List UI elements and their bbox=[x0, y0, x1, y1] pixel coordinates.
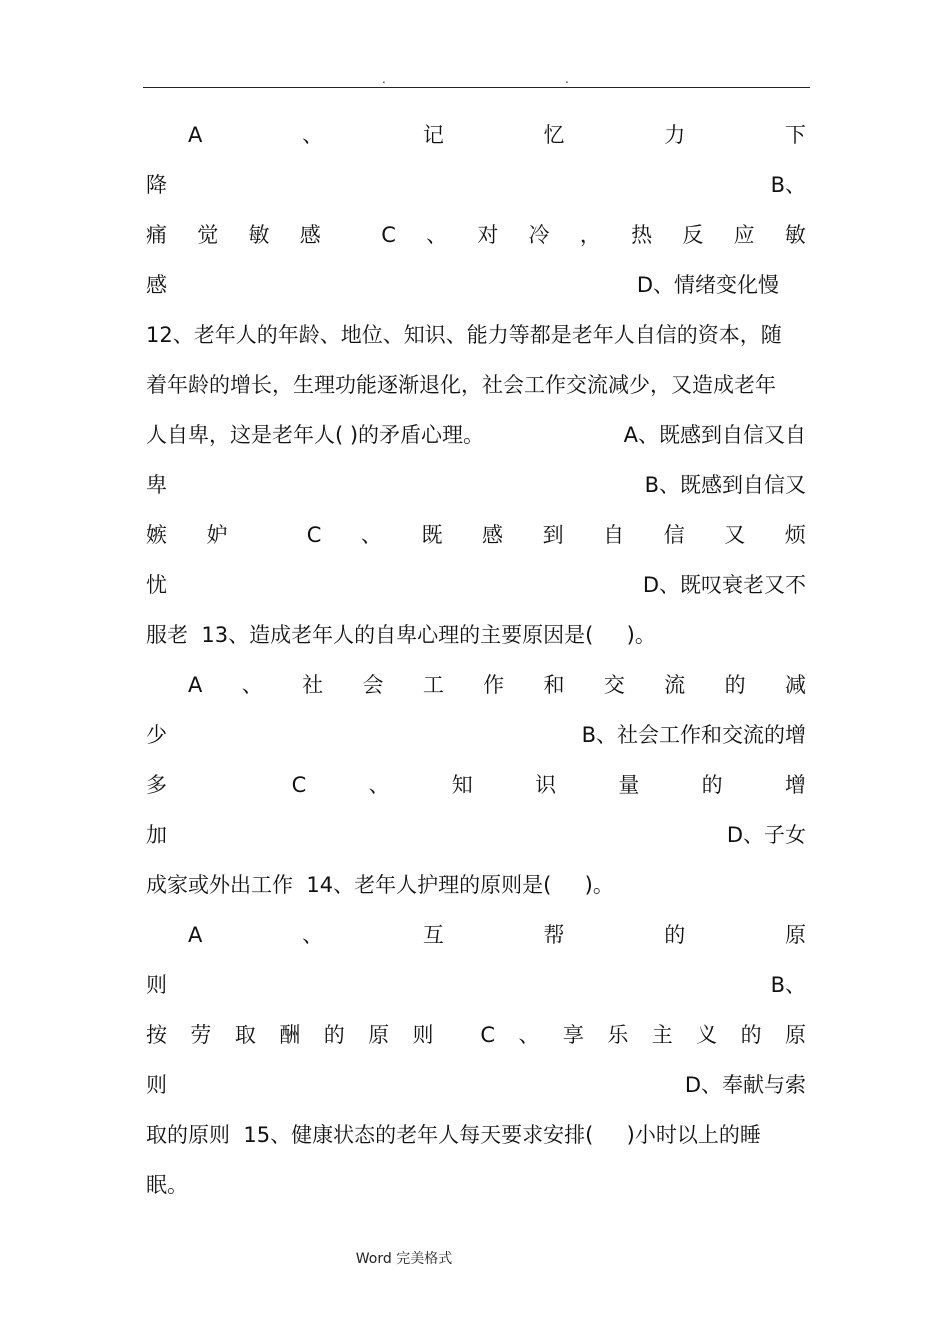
text-segment: 、 bbox=[241, 673, 263, 697]
text-segment: 多 bbox=[146, 773, 167, 797]
option-line bbox=[146, 720, 806, 750]
question-line bbox=[146, 620, 806, 650]
text-segment: 人自卑，这是老年人( )的矛盾心理。 bbox=[146, 423, 485, 447]
text-segment: 觉 bbox=[197, 223, 219, 247]
text-segment: 12、老年人的年龄、地位、知识、能力等都是老年人自信的资本，随 bbox=[146, 323, 782, 347]
text-segment: 对 bbox=[477, 223, 499, 247]
text-segment: 的 bbox=[701, 773, 723, 797]
text-segment: 降 bbox=[146, 173, 167, 197]
header-dot-left: . bbox=[382, 72, 386, 86]
text-segment: 自 bbox=[603, 523, 625, 547]
text-segment: 反 bbox=[682, 223, 704, 247]
text-segment: 忆 bbox=[543, 123, 565, 147]
question-line bbox=[146, 420, 806, 450]
text-segment: 乐 bbox=[607, 1023, 629, 1047]
text-segment: 原 bbox=[368, 1023, 390, 1047]
text-segment: C bbox=[291, 773, 307, 797]
text-segment: C bbox=[306, 523, 322, 547]
text-segment: 烦 bbox=[784, 523, 806, 547]
option-line bbox=[188, 120, 806, 150]
text-segment: 感 bbox=[146, 273, 167, 297]
text-segment: 则 bbox=[146, 1073, 167, 1097]
text-segment: B、社会工作和交流的增 bbox=[581, 723, 806, 747]
text-segment: 按 bbox=[146, 1023, 167, 1047]
text-segment: D、情绪变化慢 bbox=[636, 273, 779, 297]
text-segment: B、既感到自信又 bbox=[644, 473, 806, 497]
text-segment: 服老 13、造成老年人的自卑心理的主要原因是( )。 bbox=[146, 623, 656, 647]
text-segment: 量 bbox=[618, 773, 640, 797]
text-segment: 主 bbox=[651, 1023, 673, 1047]
question-line bbox=[146, 1120, 806, 1150]
text-segment: 卑 bbox=[146, 473, 167, 497]
option-line bbox=[188, 920, 806, 950]
text-segment: 信 bbox=[663, 523, 685, 547]
text-segment: 到 bbox=[542, 523, 564, 547]
text-segment: 眠。 bbox=[146, 1173, 188, 1197]
text-segment: 成家或外出工作 14、老年人护理的原则是( )。 bbox=[146, 873, 614, 897]
text-segment: 互 bbox=[422, 923, 444, 947]
text-segment: D、子女 bbox=[726, 823, 806, 847]
option-line bbox=[146, 220, 806, 250]
text-segment: 又 bbox=[724, 523, 746, 547]
text-segment: D、奉献与索 bbox=[684, 1073, 806, 1097]
text-segment: 敏 bbox=[248, 223, 270, 247]
text-segment: C bbox=[381, 223, 396, 247]
text-segment: C bbox=[480, 1023, 496, 1047]
text-segment: B、 bbox=[770, 973, 806, 997]
text-segment: 、 bbox=[426, 223, 448, 247]
text-segment: 、 bbox=[368, 773, 390, 797]
text-segment: 增 bbox=[784, 773, 806, 797]
text-segment: 嫉 bbox=[146, 523, 167, 547]
text-segment: 识 bbox=[535, 773, 557, 797]
text-segment: 则 bbox=[146, 973, 167, 997]
text-segment: 热 bbox=[631, 223, 653, 247]
text-segment: 的 bbox=[323, 1023, 345, 1047]
text-segment: 少 bbox=[146, 723, 167, 747]
option-line bbox=[146, 1070, 806, 1100]
text-segment: 的 bbox=[724, 673, 746, 697]
option-line bbox=[188, 670, 806, 700]
text-segment: 应 bbox=[733, 223, 755, 247]
header-dot-right: . bbox=[565, 72, 569, 86]
text-segment: A bbox=[188, 123, 203, 147]
text-segment: A、既感到自信又自 bbox=[623, 423, 806, 447]
header-rule bbox=[143, 87, 810, 88]
text-segment: 交 bbox=[603, 673, 625, 697]
text-segment: 冷 bbox=[528, 223, 550, 247]
question-line bbox=[146, 1170, 806, 1200]
text-segment: 知 bbox=[451, 773, 473, 797]
text-segment: 原 bbox=[785, 1023, 806, 1047]
text-segment: 着年龄的增长，生理功能逐渐退化，社会工作交流减少，又造成老年 bbox=[146, 373, 776, 397]
text-segment: 加 bbox=[146, 823, 167, 847]
text-segment: 帮 bbox=[543, 923, 565, 947]
text-segment: 会 bbox=[362, 673, 384, 697]
text-segment: 取的原则 15、健康状态的老年人每天要求安排( )小时以上的睡 bbox=[146, 1123, 761, 1147]
text-segment: 和 bbox=[543, 673, 565, 697]
text-segment: 酬 bbox=[279, 1023, 301, 1047]
text-segment: 既 bbox=[421, 523, 443, 547]
text-segment: 、 bbox=[302, 123, 324, 147]
text-segment: 、 bbox=[302, 923, 324, 947]
text-segment: 流 bbox=[664, 673, 686, 697]
text-segment: 取 bbox=[234, 1023, 256, 1047]
text-segment: 社 bbox=[302, 673, 324, 697]
text-segment: 工 bbox=[422, 673, 444, 697]
question-line bbox=[146, 870, 806, 900]
text-segment: 下 bbox=[784, 123, 806, 147]
option-line bbox=[146, 270, 806, 300]
option-line bbox=[146, 1020, 806, 1050]
text-segment: 享 bbox=[562, 1023, 584, 1047]
text-segment: 原 bbox=[784, 923, 806, 947]
text-segment: A bbox=[188, 673, 203, 697]
option-line bbox=[146, 820, 806, 850]
text-segment: A bbox=[188, 923, 203, 947]
text-segment: 的 bbox=[664, 923, 686, 947]
question-line bbox=[146, 320, 806, 350]
text-segment: B、 bbox=[770, 173, 806, 197]
text-segment: 义 bbox=[696, 1023, 718, 1047]
page-footer: Word 完美格式 bbox=[355, 1251, 453, 1267]
text-segment: 劳 bbox=[190, 1023, 212, 1047]
text-segment: 感 bbox=[482, 523, 504, 547]
question-line bbox=[146, 370, 806, 400]
text-segment: 力 bbox=[664, 123, 686, 147]
text-segment: 则 bbox=[412, 1023, 434, 1047]
text-segment: 妒 bbox=[206, 523, 228, 547]
text-segment: 感 bbox=[299, 223, 321, 247]
option-line bbox=[146, 470, 806, 500]
text-segment: 的 bbox=[740, 1023, 762, 1047]
text-segment: D、既叹衰老又不 bbox=[642, 573, 806, 597]
text-segment: 、 bbox=[360, 523, 382, 547]
option-line bbox=[146, 520, 806, 550]
option-line bbox=[146, 570, 806, 600]
text-segment: 、 bbox=[518, 1023, 540, 1047]
text-segment: 敏 bbox=[784, 223, 806, 247]
text-segment: 作 bbox=[483, 673, 505, 697]
text-segment: 痛 bbox=[146, 223, 167, 247]
option-line bbox=[146, 970, 806, 1000]
text-segment: 减 bbox=[784, 673, 806, 697]
text-segment: 忧 bbox=[146, 573, 167, 597]
option-line bbox=[146, 770, 806, 800]
text-segment: ， bbox=[579, 223, 601, 247]
text-segment: 记 bbox=[422, 123, 444, 147]
option-line bbox=[146, 170, 806, 200]
